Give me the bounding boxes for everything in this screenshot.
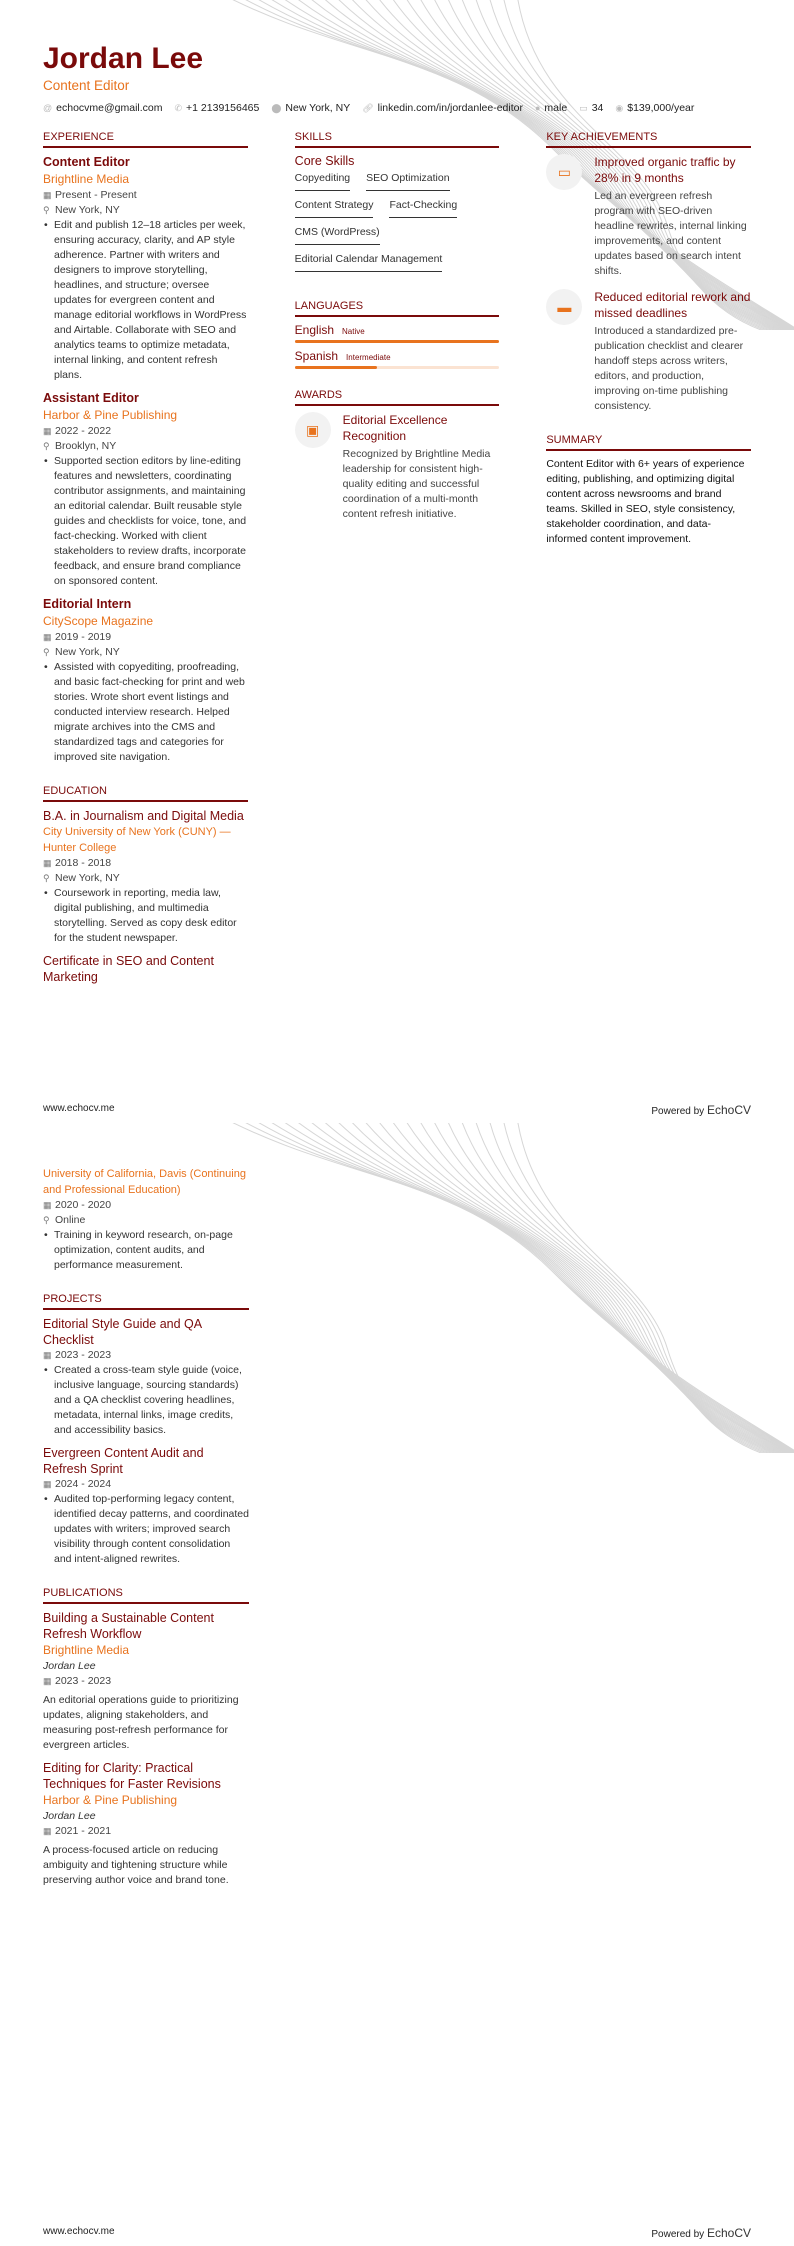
publication-entry [43,1610,249,1753]
dates [43,188,248,203]
publication-description: A process-focused article on reducing ambiguity and tightening structure while preserving author voice and brand tone. [43,1844,229,1886]
author: Jordan Lee [43,1810,96,1822]
footer-powered: Powered by EchoCV [651,2226,751,2240]
meta-text: 2024 - 2024 [55,1478,112,1490]
section-heading-publications: PUBLICATIONS [43,1587,249,1604]
location-pin-icon: ⬤ [271,103,282,113]
contact-location: ⬤ New York, NY [271,102,351,114]
meta-text: 2023 - 2023 [55,1349,112,1361]
achievement-title: Improved organic traffic by 28% in 9 months [594,155,736,185]
left-column [43,131,248,985]
section-heading-skills: SKILLS [295,131,500,148]
dates: ▦ 2018 - 2018 [43,857,112,869]
bullet-list [43,660,248,765]
dates [43,1824,249,1839]
proficiency-fill [295,340,500,343]
calendar-icon: ▦ [43,858,52,868]
bullet-list [43,218,248,383]
brand-logo: EchoCV [706,1103,751,1117]
contact-salary: ◉ $139,000/year [615,102,695,114]
location-pin-icon: ⚲ [43,205,50,215]
publication-title: Building a Sustainable Content Refresh Workflow [43,1611,214,1641]
proficiency-fill [295,366,377,369]
section-heading-summary: SUMMARY [546,434,751,451]
publication-entry [43,1760,249,1888]
calendar-icon: ▦ [43,1676,52,1686]
company-name: Brightline Media [43,172,130,186]
dates [43,1477,249,1492]
contact-age: ▭ 34 [579,102,604,114]
job-title: Editorial Intern [43,597,132,611]
meta-text: Present - Present [55,189,137,201]
project-title: Evergreen Content Audit and Refresh Sprint [43,1446,204,1476]
proficiency-bar [295,340,500,343]
candidate-role: Content Editor [43,78,130,93]
language-item [295,323,500,343]
resume-page-2 [0,1123,794,2246]
page-footer [43,1103,751,1117]
location-pin-icon: ⚲ [43,873,50,883]
award-description: Recognized by Brightline Media leadership for consistent high-quality editing and successful coordination of a multi-month content refresh initiative. [342,448,491,520]
location [43,203,248,218]
meta-text: 2021 - 2021 [55,1825,112,1837]
skill-tag: Content Strategy [295,199,374,218]
money-icon: ◉ [615,103,624,113]
location-pin-icon: ⚲ [43,1215,50,1225]
person-icon: ● [534,103,541,113]
award-title: Editorial Excellence Recognition [342,413,448,443]
experience-bullet: • Assisted with copyediting, proofreading, and basic fact-checking for print and web stories. Wrote short event listings and conducted interview research. Helped migrate archives into the CMS and standardized tags and categories for improved site navigation. [43,660,248,765]
contact-phone[interactable]: ✆ +1 2139156465 [174,102,260,114]
calendar-icon: ▭ [579,103,588,113]
publisher: Harbor & Pine Publishing [43,1793,178,1807]
dates [43,424,248,439]
calendar-icon: ▦ [43,632,52,642]
project-bullet: • Created a cross-team style guide (voice, inclusive language, sourcing standards) and a QA checklist covering headlines, metadata, internal links, image credits, and accessibility basics. [43,1363,249,1438]
phone-icon: ✆ [174,103,183,113]
school: City University of New York (CUNY) — Hunter College [43,826,231,854]
achievement-item [546,154,751,279]
experience-entry [43,154,248,383]
section-heading-experience: EXPERIENCE [43,131,248,148]
calendar-icon: ▦ [43,1479,52,1489]
calendar-icon: ▦ [43,190,52,200]
contact-gender: ● male [534,102,568,114]
achievement-description: Introduced a standardized pre-publication checklist and clearer handoff steps across writers, editors, and production, improving on-time publishing consistency. [594,325,744,412]
company-name: Harbor & Pine Publishing [43,408,178,422]
calendar-icon: ▦ [43,426,52,436]
award-icon: ▣ [295,412,331,448]
language-name: Spanish [294,349,339,363]
job-title: Content Editor [43,155,130,169]
section-heading-awards: AWARDS [295,389,500,406]
publication-title: Editing for Clarity: Practical Techniques for Faster Revisions [43,1761,221,1791]
degree: Certificate in SEO and Content Marketing [43,954,214,984]
project-bullet: • Audited top-performing legacy content, identified decay patterns, and coordinated updates with writers; improved search visibility through content consolidation and intent-aligned rewrites. [43,1492,249,1567]
education-bullet: • Training in keyword research, on-page optimization, content audits, and performance measurement. [43,1228,249,1273]
candidate-name: Jordan Lee [43,42,204,75]
achievement-description: Led an evergreen refresh program with SEO-driven headline rewrites, internal linking improvements, and content updates based on search intent shifts. [594,190,747,277]
company-name: CityScope Magazine [43,614,154,628]
experience-bullet: • Edit and publish 12–18 articles per week, ensuring accuracy, clarity, and AP style adherence. Partner with writers and designers to improve storytelling, headlines, and structure; oversee updates for evergreen content and manage editorial workflows in WordPress and Airtable. Collaborate with SEO and analytics teams to optimize metadata, internal linking, and content refresh plans. [43,218,248,383]
education-bullet: • Coursework in reporting, media law, digital publishing, and multimedia storytelling. Served as copy desk editor for the student newspaper. [43,886,248,946]
contact-linkedin[interactable]: 🔗︎ linkedin.com/in/jordanlee-editor [362,102,523,114]
calendar-icon: ▦ [43,1826,52,1836]
location-pin-icon: ⚲ [43,647,50,657]
experience-entry [43,596,248,765]
meta-text: Brooklyn, NY [55,440,117,452]
dates [43,1348,249,1363]
dates: ▦ 2020 - 2020 [43,1199,112,1211]
language-level: Native [342,327,365,336]
page-footer [43,2226,751,2240]
footer-powered: Powered by EchoCV [651,1103,751,1117]
language-level: Intermediate [346,353,391,362]
skill-tag: Copyediting [295,172,350,191]
skill-list [295,172,500,280]
calendar-icon: ▦ [43,1200,52,1210]
right-column [546,131,751,985]
project-entry [43,1445,249,1567]
publisher: Brightline Media [43,1643,130,1657]
education-entry-continued [43,1166,249,1273]
publication-description: An editorial operations guide to prioritizing updates, aligning stakeholders, and measuring post-refresh performance for evergreen articles. [43,1694,239,1751]
meta-text: New York, NY [55,646,120,658]
location [43,645,248,660]
award-item [295,412,500,522]
skill-tag: Fact-Checking [389,199,457,218]
location [43,439,248,454]
archive-icon: ▬ [546,289,582,325]
language-row [295,323,500,337]
meta-text: 2022 - 2022 [55,425,112,437]
project-entry [43,1316,249,1438]
link-icon: 🔗︎ [362,103,374,113]
left-column [43,1166,249,1888]
proficiency-bar [295,366,500,369]
language-row [295,349,500,363]
location: ⚲ Online [43,1214,86,1226]
dates [43,1674,249,1689]
meta-text: 2019 - 2019 [55,631,112,643]
skill-tag: SEO Optimization [366,172,449,191]
school: University of California, Davis (Continuing and Professional Education) [43,1168,246,1196]
project-title: Editorial Style Guide and QA Checklist [43,1317,202,1347]
job-title: Assistant Editor [43,391,139,405]
calendar-icon: ▭ [546,154,582,190]
section-heading-achievements: KEY ACHIEVEMENTS [546,131,751,148]
location-pin-icon: ⚲ [43,441,50,451]
middle-column [295,131,500,985]
location: ⚲ New York, NY [43,872,120,884]
achievement-title: Reduced editorial rework and missed deadlines [594,290,751,320]
dates [43,630,248,645]
summary-text: Content Editor with 6+ years of experience editing, publishing, and optimizing digital content across newsrooms and brand teams. Skilled in SEO, style consistency, stakeholder coordination, and data-informed content improvement. [546,458,745,545]
achievement-item [546,289,751,414]
bullet-list [43,1363,249,1438]
skill-category: Core Skills [294,154,355,168]
experience-entry [43,390,248,589]
education-entry [43,808,248,946]
language-item [295,349,500,369]
bullet-list [43,1492,249,1567]
contact-row [43,102,751,114]
bullet-list [43,454,248,589]
footer-site-link[interactable]: www.echocv.me [43,2226,115,2237]
degree: B.A. in Journalism and Digital Media [43,809,244,823]
section-heading-languages: LANGUAGES [295,300,500,317]
meta-text: New York, NY [55,204,120,216]
author: Jordan Lee [43,1660,96,1672]
footer-site-link[interactable]: www.echocv.me [43,1103,115,1114]
skill-tag: Editorial Calendar Management [295,253,443,272]
section-heading-education: EDUCATION [43,785,248,802]
brand-logo: EchoCV [706,2226,751,2240]
skill-tag: CMS (WordPress) [295,226,380,245]
at-icon: @ [43,103,53,113]
language-name: English [294,323,335,337]
calendar-icon: ▦ [43,1350,52,1360]
contact-email[interactable]: @ echocvme@gmail.com [43,102,163,114]
meta-text: 2023 - 2023 [55,1675,112,1687]
experience-bullet: • Supported section editors by line-editing features and newsletters, coordinating contributor assignments, and maintaining an editorial calendar. Built reusable style guides and checklists for voice, tone, and fact-checking. Worked with client stakeholders to review drafts, incorporate feedback, and ensure brand compliance on sponsored content. [43,454,248,589]
section-heading-projects: PROJECTS [43,1293,249,1310]
